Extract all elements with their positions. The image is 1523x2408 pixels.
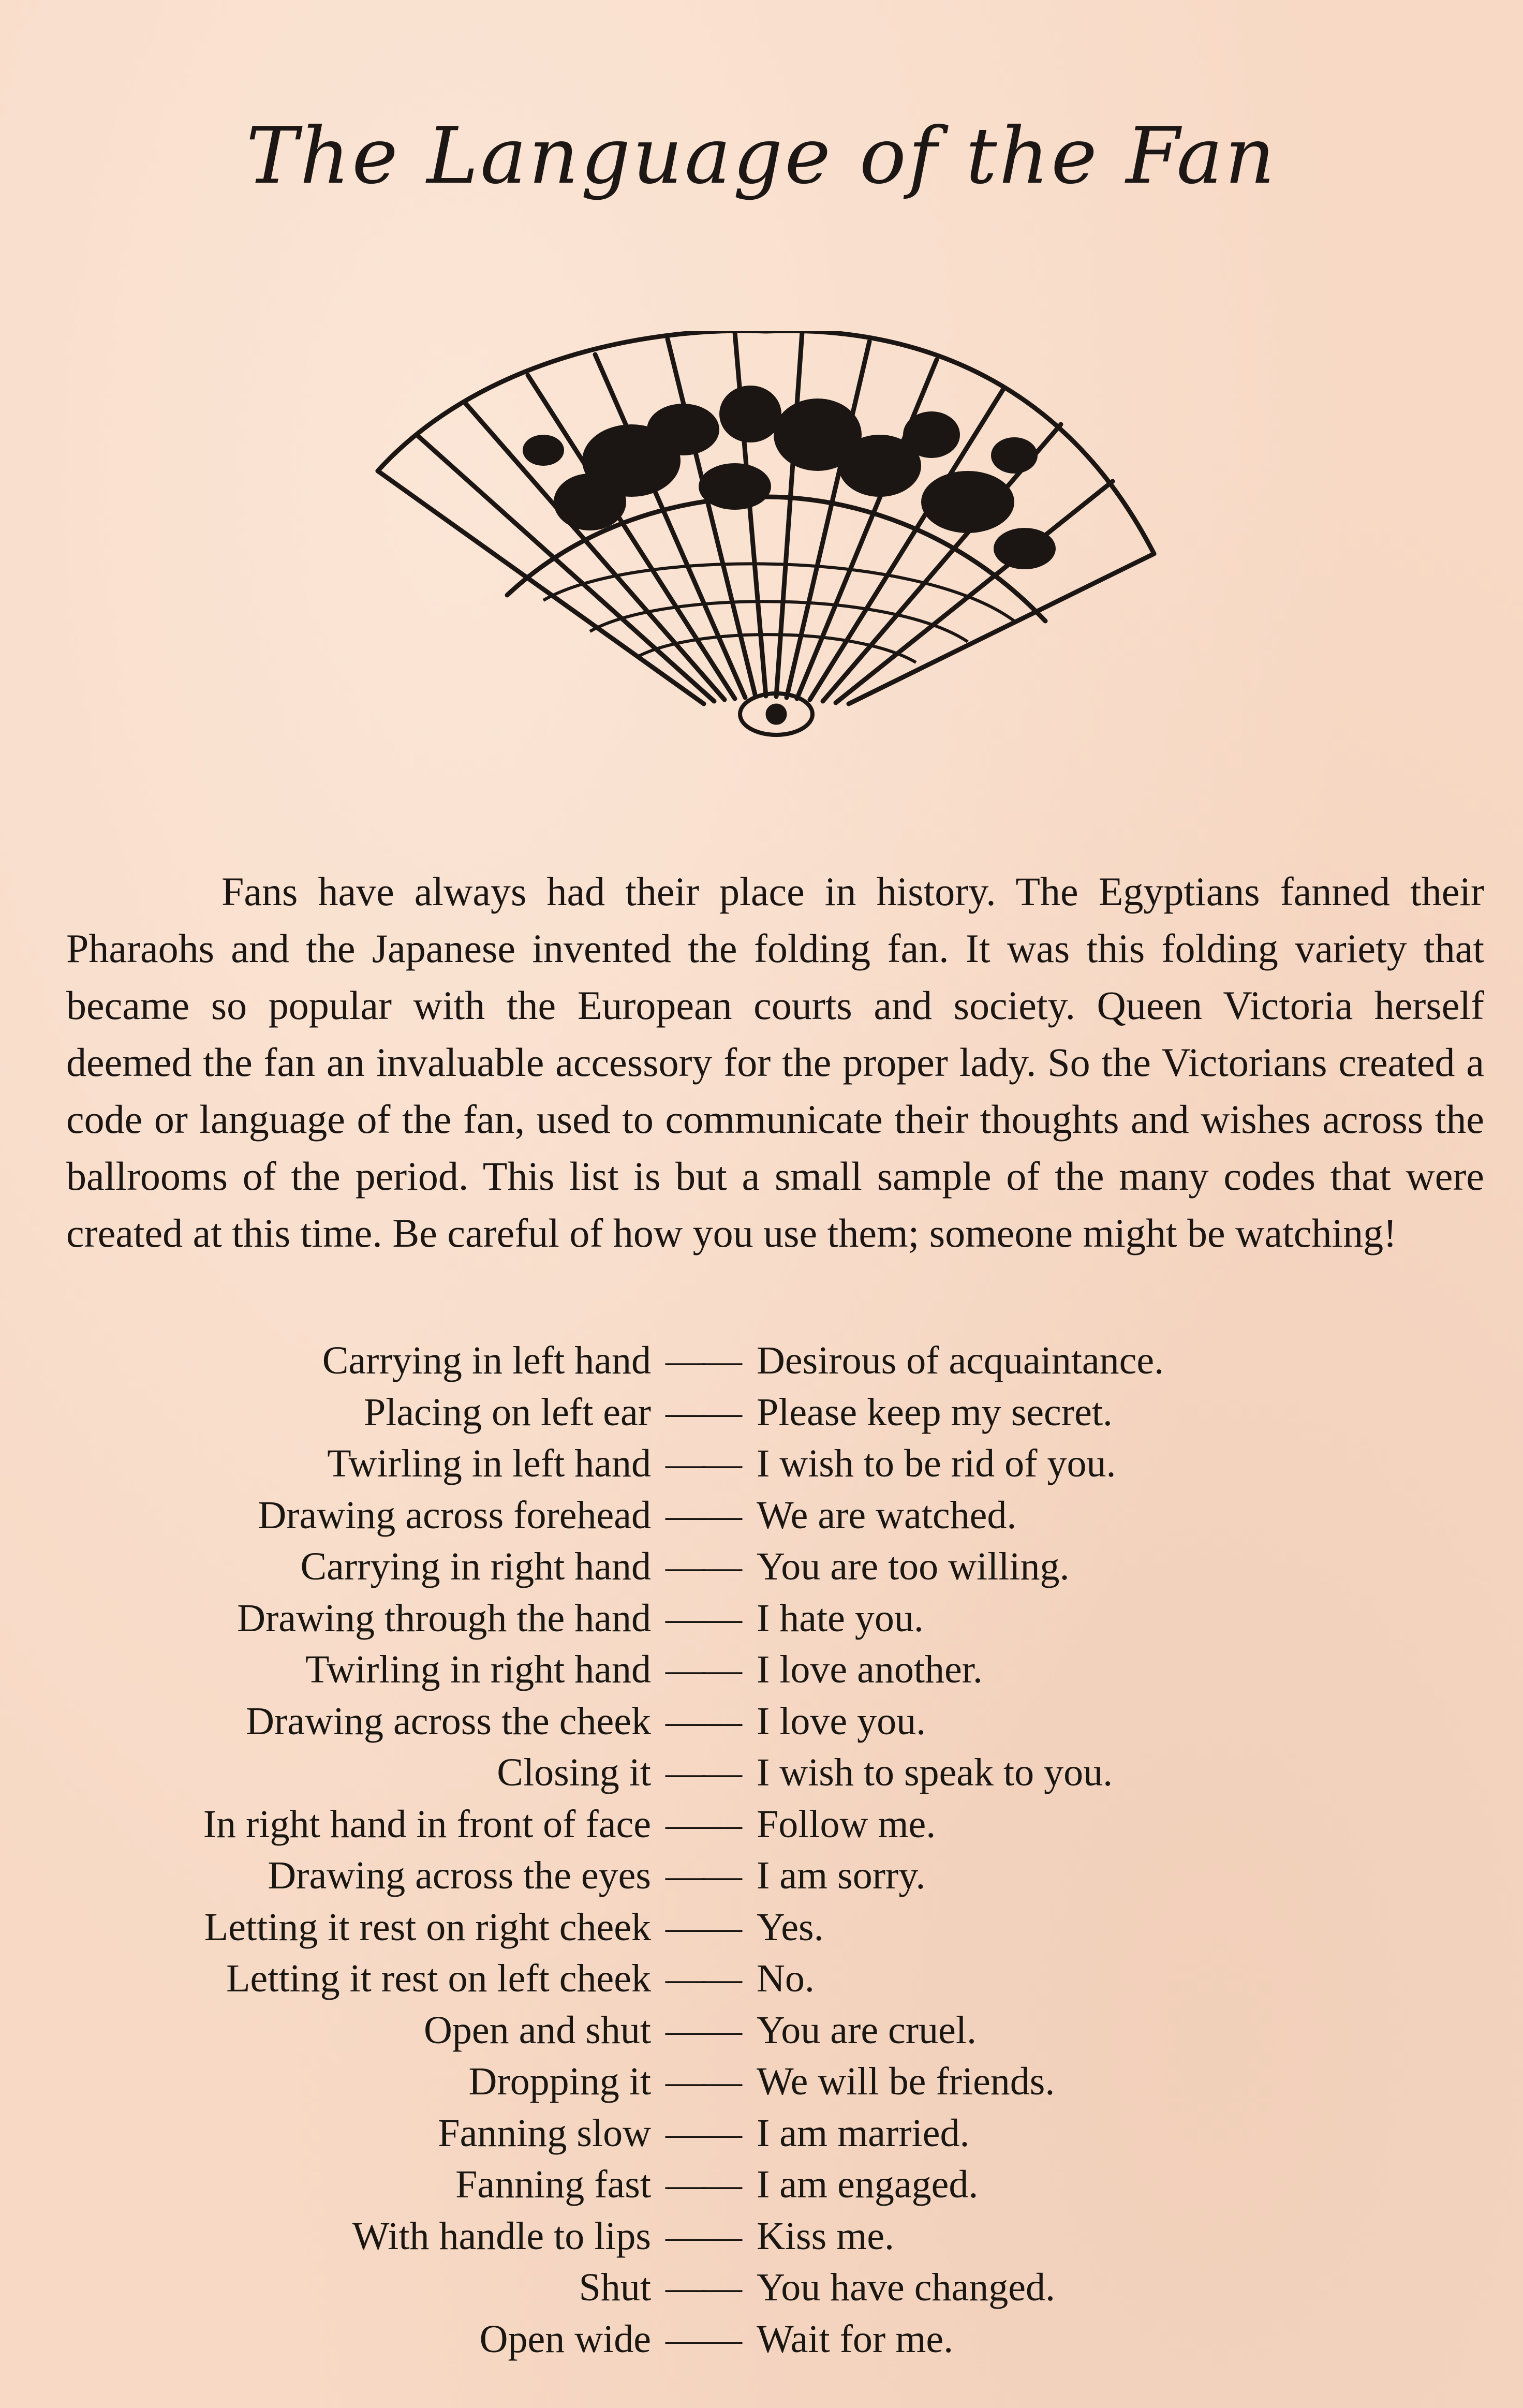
code-action: Drawing across the eyes: [268, 1854, 651, 1897]
code-meaning: We are watched.: [757, 1493, 1017, 1537]
code-action: Fanning fast: [455, 2163, 651, 2206]
code-meaning: No.: [757, 1957, 815, 2000]
code-action: Shut: [579, 2266, 651, 2309]
list-item: [0, 1490, 1523, 1542]
list-item: [0, 1335, 1523, 1387]
list-item: [0, 2262, 1523, 2314]
list-item: [0, 2211, 1523, 2263]
code-meaning: You are cruel.: [757, 2008, 977, 2052]
code-meaning: I am married.: [757, 2111, 970, 2155]
code-dash: ——: [666, 1339, 740, 1382]
page-title: The Language of the Fan: [246, 111, 1277, 201]
code-dash: ——: [666, 1854, 740, 1897]
code-dash: ——: [666, 1390, 740, 1434]
list-item: [0, 1387, 1523, 1439]
code-dash: ——: [666, 1596, 740, 1640]
code-dash: ——: [666, 1545, 740, 1588]
code-action: Twirling in left hand: [327, 1442, 651, 1485]
code-action: With handle to lips: [352, 2214, 651, 2258]
list-item: [0, 1541, 1523, 1593]
code-action: Letting it rest on right cheek: [204, 1905, 651, 1949]
code-action: Letting it rest on left cheek: [226, 1957, 651, 2000]
code-action: Carrying in right hand: [300, 1545, 651, 1588]
code-dash: ——: [666, 2163, 740, 2206]
code-action: In right hand in front of face: [203, 1802, 651, 1846]
code-dash: ——: [666, 1957, 740, 2000]
code-meaning: Desirous of acquaintance.: [757, 1339, 1164, 1382]
code-meaning: Please keep my secret.: [757, 1390, 1113, 1434]
code-action: Twirling in right hand: [305, 1648, 651, 1691]
list-item: [0, 2314, 1523, 2366]
code-meaning: I wish to speak to you.: [757, 1751, 1113, 1794]
code-meaning: You have changed.: [757, 2266, 1055, 2309]
list-item: [0, 1438, 1523, 1490]
code-action: Fanning slow: [438, 2111, 651, 2155]
list-item: [0, 1953, 1523, 2005]
code-meaning: I am engaged.: [757, 2163, 979, 2206]
code-action: Closing it: [497, 1751, 651, 1794]
code-action: Carrying in left hand: [322, 1339, 651, 1382]
list-item: [0, 2108, 1523, 2160]
code-dash: ——: [666, 2317, 740, 2361]
list-item: [0, 1644, 1523, 1696]
code-action: Drawing through the hand: [237, 1596, 651, 1640]
code-dash: ——: [666, 1905, 740, 1949]
code-dash: ——: [666, 1751, 740, 1794]
list-item: [0, 1799, 1523, 1851]
code-dash: ——: [666, 2060, 740, 2103]
code-meaning: I love you.: [757, 1699, 926, 1743]
code-action: Drawing across the cheek: [246, 1699, 651, 1743]
code-meaning: I wish to be rid of you.: [757, 1442, 1116, 1485]
code-meaning: Follow me.: [757, 1802, 936, 1846]
list-item: [0, 1593, 1523, 1645]
list-item: [0, 2005, 1523, 2057]
code-dash: ——: [666, 1442, 740, 1485]
list-item: [0, 1850, 1523, 1902]
code-dash: ——: [666, 2214, 740, 2258]
code-action: Placing on left ear: [363, 1390, 651, 1434]
list-item: [0, 2159, 1523, 2211]
code-meaning: Yes.: [757, 1905, 824, 1949]
code-dash: ——: [666, 1802, 740, 1846]
list-item: [0, 2056, 1523, 2108]
folding-fan-icon: [373, 331, 1159, 756]
code-dash: ——: [666, 2266, 740, 2309]
code-dash: ——: [666, 2111, 740, 2155]
code-meaning: We will be friends.: [757, 2060, 1055, 2103]
code-action: Open wide: [479, 2317, 651, 2361]
code-dash: ——: [666, 2008, 740, 2052]
code-meaning: Kiss me.: [757, 2214, 894, 2258]
code-action: Open and shut: [423, 2008, 651, 2052]
code-action: Drawing across forehead: [258, 1493, 651, 1537]
code-meaning: I hate you.: [757, 1596, 924, 1640]
list-item: [0, 1696, 1523, 1748]
fan-codes-list: [0, 1335, 1523, 2365]
list-item: [0, 1747, 1523, 1799]
code-meaning: Wait for me.: [757, 2317, 954, 2361]
intro-paragraph: Fans have always had their place in history. The Egyptians fanned their Pharaohs and the Japanese invented the folding fan. It was this folding variety that became so popular with the European courts and society. Queen Victoria herself deemed the fan an invaluable accessory for the proper lady. So the Victorians created a code or language of the fan, used to communicate their thoughts and wishes across the ballrooms of the period. This list is but a small sample of the many codes that were created at this time. Be careful of how you use them; someone might be watching!: [66, 869, 1484, 1255]
code-meaning: You are too willing.: [757, 1545, 1070, 1588]
code-meaning: I love another.: [757, 1648, 983, 1691]
code-meaning: I am sorry.: [757, 1854, 926, 1897]
list-item: [0, 1902, 1523, 1954]
code-action: Dropping it: [468, 2060, 651, 2103]
code-dash: ——: [666, 1648, 740, 1691]
code-dash: ——: [666, 1699, 740, 1743]
code-dash: ——: [666, 1493, 740, 1537]
